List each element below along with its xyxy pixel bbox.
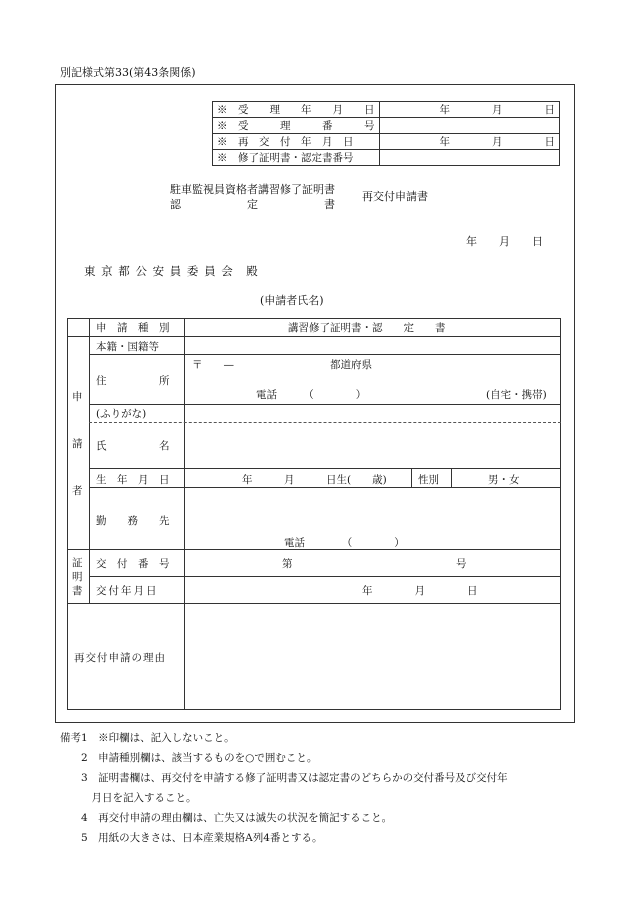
dob-value[interactable]: 年 月 日生( 歳)	[242, 474, 387, 486]
issue-date-value[interactable]: 年 月 日	[362, 585, 478, 597]
title-line1: 駐車監視員資格者講習修了証明書	[170, 183, 335, 196]
registry-label: 本籍・国籍等	[96, 341, 159, 353]
table-border	[67, 603, 561, 604]
issue-number-prefix: 第	[282, 558, 293, 570]
table-border	[411, 468, 412, 487]
applicant-side-label: 者	[72, 485, 83, 497]
reception-label: ※ 受 理 年 月 日	[213, 102, 380, 118]
furigana-label: (ふりがな)	[96, 408, 147, 420]
certificate-side-label: 明	[72, 571, 83, 583]
prefecture-label: 都道府県	[330, 359, 372, 371]
issue-number-label: 交 付 番 号	[96, 558, 170, 570]
sex-value[interactable]: 男・女	[488, 474, 520, 486]
sex-label: 性別	[418, 474, 439, 486]
table-border	[89, 487, 561, 488]
title-line2: 認 定 書	[170, 198, 335, 211]
address-label: 住 所	[96, 375, 170, 387]
table-border	[89, 318, 90, 603]
note-item: 月日を記入すること。	[60, 792, 197, 804]
reception-row	[213, 150, 560, 166]
applicant-side-label: 申	[72, 391, 83, 403]
certificate-side-label: 証	[72, 557, 83, 569]
table-border	[89, 354, 561, 355]
reception-row	[213, 118, 560, 134]
dob-label: 生 年 月 日	[96, 474, 170, 486]
table-border	[89, 468, 561, 469]
postal-mark[interactable]: 〒 —	[192, 359, 234, 371]
applicant-side-label: 請	[72, 438, 83, 450]
phone-type[interactable]: (自宅・携帯)	[486, 389, 547, 401]
table-border	[89, 576, 561, 577]
table-border	[451, 468, 452, 487]
certificate-side-label: 書	[72, 585, 83, 597]
form-number: 別記様式第33(第43条関係)	[60, 66, 196, 79]
note-item: 2 申請種別欄は、該当するものを○で囲むこと。	[60, 752, 318, 764]
table-border	[184, 318, 185, 710]
note-item: 5 用紙の大きさは、日本産業規格A列4番とする。	[60, 832, 323, 844]
reception-value[interactable]: 年 月 日	[379, 102, 560, 118]
reception-label: ※ 修了証明書・認定書番号	[213, 150, 380, 166]
reason-label: 再交付申請の理由	[74, 652, 166, 664]
issue-number-suffix: 号	[456, 558, 467, 570]
table-border	[67, 336, 561, 337]
title-suffix: 再交付申請書	[362, 190, 428, 203]
table-border	[89, 404, 561, 405]
reception-row	[213, 102, 560, 118]
reception-value[interactable]: 年 月 日	[379, 134, 560, 150]
workplace-label: 勤 務 先	[96, 515, 170, 527]
notes	[60, 728, 580, 848]
note-item: 4 再交付申請の理由欄は、亡失又は滅失の状況を簡記すること。	[60, 812, 393, 824]
note-item: 3 証明書欄は、再交付を申請する修了証明書又は認定書のどちらかの交付番号及び交付年	[60, 772, 508, 784]
table-border	[67, 318, 68, 710]
reception-table	[212, 101, 560, 166]
reception-row	[213, 134, 560, 150]
application-date: 年 月 日	[466, 235, 543, 248]
phone-label[interactable]: 電話 （ ）	[256, 389, 367, 401]
table-border	[560, 318, 561, 710]
table-border	[67, 318, 561, 319]
applicant-name-label: (申請者氏名)	[260, 294, 324, 307]
reception-label: ※ 再 交 付 年 月 日	[213, 134, 380, 150]
workplace-phone[interactable]: 電話 （ ）	[284, 537, 405, 549]
application-type-label: 申 請 種 別	[96, 322, 170, 334]
application-type-value[interactable]: 講習修了証明書・認 定 書	[288, 322, 446, 334]
reception-label: ※ 受 理 番 号	[213, 118, 380, 134]
name-label: 氏 名	[96, 440, 170, 452]
table-border	[67, 709, 561, 710]
addressee: 東 京 都 公 安 員 委 員 会 殿	[84, 264, 259, 278]
issue-date-label: 交付年月日	[96, 585, 159, 597]
furigana-divider	[89, 422, 561, 423]
note-item: 備考1 ※印欄は、記入しないこと。	[60, 732, 235, 744]
reception-value[interactable]	[379, 150, 560, 166]
reception-value[interactable]	[379, 118, 560, 134]
